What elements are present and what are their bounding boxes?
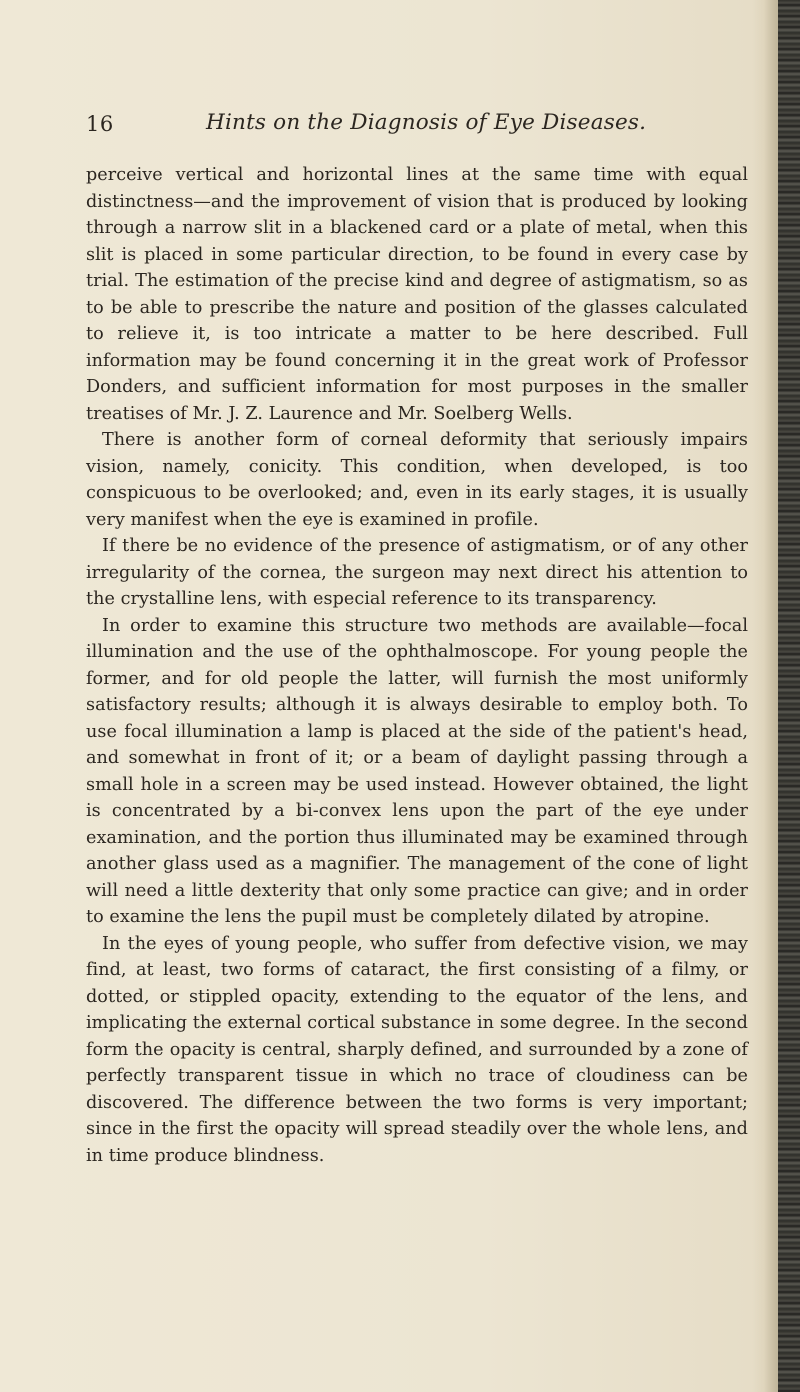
paragraph: If there be no evidence of the presence of astigmatism, or of any other irregularity of the cornea, the surgeon may next direct his attention to the crystalline lens, with especial reference to its transparency. bbox=[86, 536, 748, 609]
running-head bbox=[86, 108, 746, 142]
running-title: Hints on the Diagnosis of Eye Diseases. bbox=[206, 110, 647, 135]
page-number: 16 bbox=[86, 112, 114, 136]
body-text bbox=[86, 162, 748, 1169]
paragraph: In order to examine this structure two methods are available—focal illumination and the use of the ophthalmoscope. For young people the former, and for old people the latter, will furnish the most uniformly satisfactory results; although it is always desirable to employ both. To use focal illumination a lamp is placed at the side of the patient's head, and somewhat in front of it; or a beam of daylight passing through a small hole in a screen may be used instead. However obtained, the light is concentrated by a bi-convex lens upon the part of the eye under examination, and the portion thus illuminated may be examined through another glass used as a magnifier. The management of the cone of light will need a little dexterity that only some practice can give; and in order to examine the lens the pupil must be completely dilated by atropine. bbox=[86, 615, 748, 927]
paragraph: In the eyes of young people, who suffer from defective vision, we may find, at least, two forms of cataract, the first consisting of a filmy, or dotted, or stippled opacity, extending to the equator of the lens, and implicating the external cortical substance in some degree. In the second form the opacity is central, sharply defined, and surrounded by a zone of perfectly transparent tissue in which no trace of cloudiness can be discovered. The difference between the two forms is very important; since in the first the opacity will spread steadily over the whole lens, and in time produce blindness. bbox=[86, 933, 748, 1166]
book-edge bbox=[778, 0, 800, 1392]
paragraph: perceive vertical and horizontal lines at the same time with equal distinctness—and the improvement of vision that is produced by looking through a narrow slit in a blackened card or a plate of metal, when this slit is placed in some particular direction, to be found in every case by trial. The estimation of the precise kind and degree of astigmatism, so as to be able to prescribe the nature and position of the glasses calculated to relieve it, is too intricate a matter to be here described. Full information may be found concerning it in the great work of Professor Donders, and sufficient information for most purposes in the smaller treatises of Mr. J. Z. Laurence and Mr. Soelberg Wells. bbox=[86, 165, 748, 424]
paragraph: There is another form of corneal deformity that seriously impairs vision, namely, conicity. This condition, when developed, is too conspicuous to be overlooked; and, even in its early stages, it is usually very manifest when the eye is examined in profile. bbox=[86, 430, 748, 530]
page-gutter-shadow bbox=[764, 0, 778, 1392]
